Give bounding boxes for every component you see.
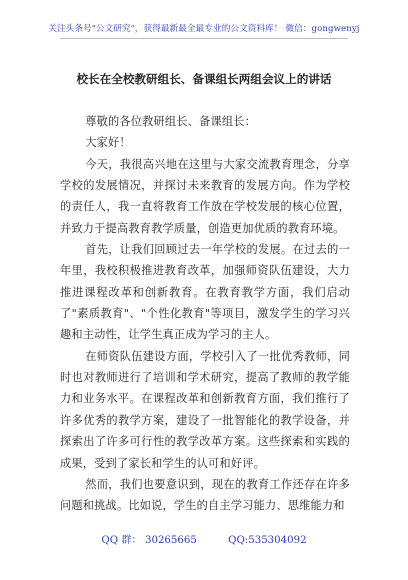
- body-paragraph: 今天，我很高兴地在这里与大家交流教育理念，分享学校的发展情况，并探讨未来教育的发展方向。作为学校的责任人，我一直将教育工作放在学校发展的核心位置，并致力于提高教育教学质量，创造更加优质的教育环境。: [60, 157, 350, 235]
- salutation-paragraph: 尊敬的各位教研组长、备课组长：: [85, 115, 257, 128]
- body-paragraph: 然而，我们也要意识到，现在的教育工作还存在许多问题和挑战。比如说，学生的自主学习能力、思维能力和: [60, 477, 350, 513]
- footer-qq: QQ:535304092: [228, 535, 307, 546]
- header-divider: [60, 38, 348, 39]
- footer-contact: [0, 531, 408, 546]
- document-title: 校长在全校教研组长、备课组长两组会议上的讲话: [76, 72, 332, 86]
- greeting-paragraph: 大家好！: [85, 136, 131, 150]
- footer-qq-group: QQ 群： 30265665: [101, 535, 197, 546]
- body-paragraph: 首先，让我们回顾过去一年学校的发展。在过去的一年里，我校积极推进教育改革，加强师资队伍建设，大力推进课程改革和创新教育。在教育教学方面，我们启动了"素质教育"、"个性化教育"等项目，激发学生的学习兴趣和主动性，让学生真正成为学习的主人。: [60, 243, 350, 342]
- body-paragraph: 在师资队伍建设方面，学校引入了一批优秀教师，同时也对教师进行了培训和学术研究，提高了教师的教学能力和业务水平。在课程改革和创新教育方面，我们推行了许多优秀的教学方案，建设了一批智能化的教学设备，并探索出了许多可行性的教学改革方案。这些探索和实践的成果，受到了家长和学生的认可和好评。: [60, 349, 350, 470]
- header-notice: 关注头条号"公文研究"，获得最新最全最专业的公文资料库！ 微信：gongwenyj: [48, 24, 360, 34]
- document-body: [60, 111, 350, 517]
